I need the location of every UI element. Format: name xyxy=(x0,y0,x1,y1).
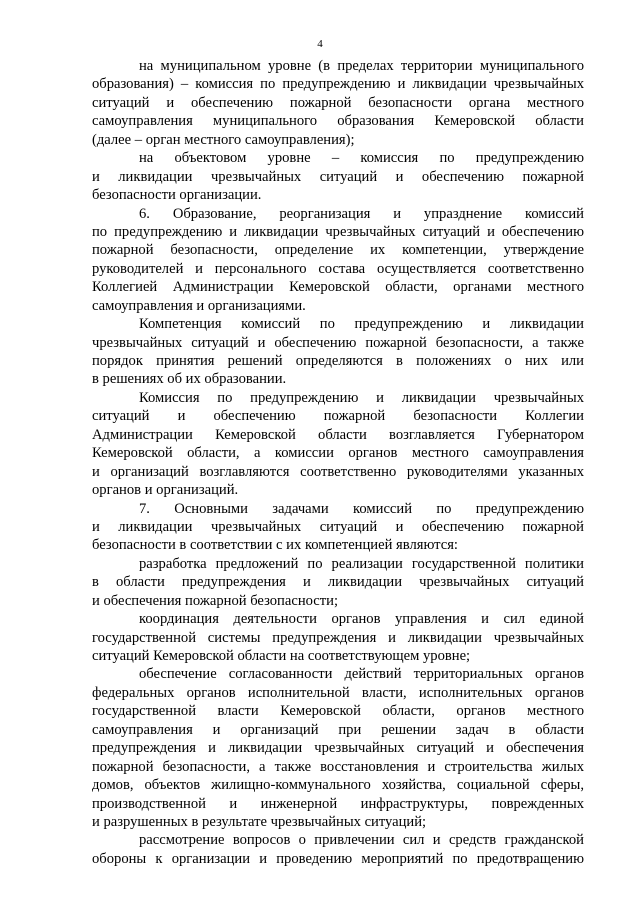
text-line: производственной и инженерной инфраструктуры, поврежденных xyxy=(92,795,584,812)
text-line: 6. Образование, реорганизация и упразднение комиссий xyxy=(139,205,584,222)
text-line: образования) – комиссия по предупреждению и ликвидации чрезвычайных xyxy=(92,76,584,93)
text-line: ситуаций и обеспечению пожарной безопасности Коллегии xyxy=(92,408,584,425)
text-line: чрезвычайных ситуаций и обеспечению пожарной безопасности, а также xyxy=(92,334,584,351)
text-line: 7. Основными задачами комиссий по предупреждению xyxy=(139,500,584,517)
text-line: и ликвидации чрезвычайных ситуаций и обеспечению пожарной xyxy=(92,518,584,535)
text-line: Комиссия по предупреждению и ликвидации чрезвычайных xyxy=(139,389,584,406)
text-line: безопасности организации. xyxy=(92,187,262,204)
text-line: органов и организаций. xyxy=(92,482,239,499)
text-line: Компетенция комиссий по предупреждению и ликвидации xyxy=(139,316,584,333)
text-line: предупреждения и ликвидации чрезвычайных ситуаций и обеспечения xyxy=(92,740,584,757)
text-line: самоуправления и организаций при решении задач в области xyxy=(92,721,584,738)
text-line: и ликвидации чрезвычайных ситуаций и обеспечению пожарной xyxy=(92,168,584,185)
text-line: пожарной безопасности, а также восстановления и строительства жилых xyxy=(92,758,584,775)
text-line: и разрушенных в результате чрезвычайных ситуаций; xyxy=(92,813,427,830)
text-line: и организаций возглавляются соответственно руководителями указанных xyxy=(92,463,584,480)
text-line: в области предупреждения и ликвидации чрезвычайных ситуаций xyxy=(92,574,584,591)
text-line: ситуаций Кемеровской области на соответствующем уровне; xyxy=(92,648,471,664)
text-line: порядок принятия решений определяются в положениях о них или xyxy=(92,353,584,369)
text-line: рассмотрение вопросов о привлечении сил и средств гражданской xyxy=(139,832,584,849)
text-line: ситуаций и обеспечению пожарной безопасности органа местного xyxy=(92,94,584,111)
text-line: государственной власти Кемеровской области, органов местного xyxy=(92,703,584,720)
text-line: самоуправления муниципального образования Кемеровской области xyxy=(92,113,584,130)
text-line: по предупреждению и ликвидации чрезвычайных ситуаций и обеспечению xyxy=(92,223,584,240)
text-line: обеспечение согласованности действий территориальных органов xyxy=(139,666,584,683)
document-body xyxy=(92,57,584,868)
text-line: разработка предложений по реализации государственной политики xyxy=(139,555,584,572)
text-line: и обеспечения пожарной безопасности; xyxy=(92,592,339,609)
text-line: обороны к организации и проведению мероприятий по предотвращению xyxy=(92,850,584,867)
text-line: Кемеровской области, а комиссии органов местного самоуправления xyxy=(92,445,584,462)
text-line: Администрации Кемеровской области возглавляется Губернатором xyxy=(92,426,584,443)
text-line: Коллегией Администрации Кемеровской области, органами местного xyxy=(92,279,584,296)
text-line: на муниципальном уровне (в пределах территории муниципального xyxy=(139,58,584,74)
text-line: пожарной безопасности, определение их компетенции, утверждение xyxy=(92,242,584,259)
text-line: координация деятельности органов управления и сил единой xyxy=(139,611,584,628)
text-line: руководителей и персонального состава осуществляется соответственно xyxy=(92,260,584,277)
page-number: 4 xyxy=(317,38,323,50)
text-line: домов, объектов жилищно-коммунального хозяйства, социальной сферы, xyxy=(92,777,584,794)
text-line: безопасности в соответствии с их компетенцией являются: xyxy=(92,537,458,554)
text-line: федеральных органов исполнительной власти, исполнительных органов xyxy=(92,684,584,701)
text-line: в решениях об их образовании. xyxy=(92,371,287,388)
text-line: государственной системы предупреждения и ликвидации чрезвычайных xyxy=(92,629,584,646)
text-line: на объектовом уровне – комиссия по предупреждению xyxy=(139,150,584,167)
text-line: самоуправления и организациями. xyxy=(92,297,306,314)
text-line: (далее – орган местного самоуправления); xyxy=(92,131,355,148)
